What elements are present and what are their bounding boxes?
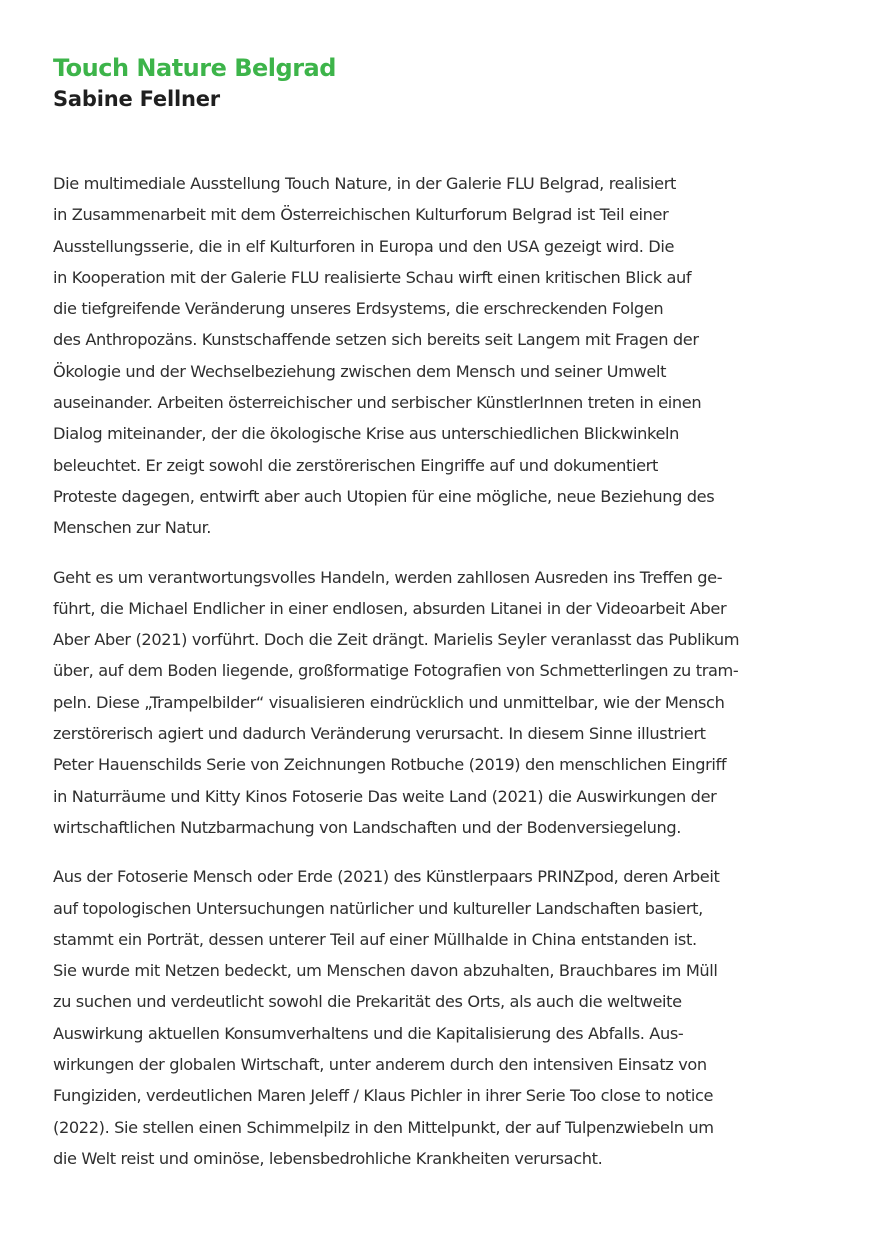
article — [53, 52, 823, 1192]
paragraph-line: auf topologischen Untersuchungen natürlicher und kultureller Landschaften basiert, — [53, 898, 703, 918]
paragraph-line: die tiefgreifende Veränderung unseres Erdsystems, die erschreckenden Folgen — [53, 299, 664, 319]
paragraph-line: in Naturräume und Kitty Kinos Fotoserie Das weite Land (2021) die Auswirkungen der — [53, 786, 717, 806]
paragraph-line: wirkungen der globalen Wirtschaft, unter anderem durch den intensiven Einsatz von — [53, 1055, 707, 1075]
paragraph-line: Aus der Fotoserie Mensch oder Erde (2021) des Künstlerpaars PRINZpod, deren Arbeit — [53, 867, 720, 887]
paragraph-line: peln. Diese „Trampelbilder“ visualisieren eindrücklich und unmittelbar, wie der Mensch — [53, 692, 725, 712]
paragraph-line: die Welt reist und ominöse, lebensbedrohliche Krankheiten verursacht. — [53, 1148, 603, 1168]
paragraph-line: Ökologie und der Wechselbeziehung zwischen dem Mensch und seiner Umwelt — [53, 361, 667, 381]
paragraph-line: Geht es um verantwortungsvolles Handeln, werden zahllosen Ausreden ins Treffen ge- — [53, 567, 723, 587]
paragraph-line: zerstörerisch agiert und dadurch Veränderung verursacht. In diesem Sinne illustriert — [53, 724, 706, 744]
paragraph-line: (2022). Sie stellen einen Schimmelpilz in den Mittelpunkt, der auf Tulpenzwiebeln um — [53, 1117, 714, 1137]
paragraph-line: Sie wurde mit Netzen bedeckt, um Menschen davon abzuhalten, Brauchbares im Müll — [53, 961, 718, 981]
paragraph-line: führt, die Michael Endlicher in einer endlosen, absurden Litanei in der Videoarbeit Aber — [53, 598, 727, 618]
paragraph-line: stammt ein Porträt, dessen unterer Teil auf einer Müllhalde in China entstanden ist. — [53, 929, 697, 949]
article-title: Touch Nature Belgrad — [53, 54, 336, 82]
paragraph-line: Die multimediale Ausstellung Touch Nature, in der Galerie FLU Belgrad, realisiert — [53, 174, 677, 193]
paragraph-line: auseinander. Arbeiten österreichischer und serbischer KünstlerInnen treten in einen — [53, 393, 702, 413]
article-author: Sabine Fellner — [53, 87, 220, 111]
paragraph-line: Fungiziden, verdeutlichen Maren Jeleff / Klaus Pichler in ihrer Serie Too close to notice — [53, 1086, 714, 1106]
paragraph — [53, 861, 823, 1174]
paragraph-line: Ausstellungsserie, die in elf Kulturforen in Europa und den USA gezeigt wird. Die — [53, 236, 675, 256]
paragraph-line: Peter Hauenschilds Serie von Zeichnungen Rotbuche (2019) den menschlichen Eingriff — [53, 755, 727, 775]
paragraph — [53, 168, 823, 544]
article-body — [53, 168, 823, 1174]
paragraph-line: Aber Aber (2021) vorführt. Doch die Zeit drängt. Marielis Seyler veranlasst das Publikum — [53, 630, 740, 650]
paragraph-line: über, auf dem Boden liegende, großformatige Fotografien von Schmetterlingen zu tram- — [53, 661, 739, 681]
paragraph-line: in Kooperation mit der Galerie FLU realisierte Schau wirft einen kritischen Blick auf — [53, 267, 692, 287]
paragraph-line: Dialog miteinander, der die ökologische Krise aus unterschiedlichen Blickwinkeln — [53, 424, 680, 444]
paragraph-line: Menschen zur Natur. — [53, 518, 211, 538]
paragraph-line: in Zusammenarbeit mit dem Österreichischen Kulturforum Belgrad ist Teil einer — [53, 205, 669, 225]
paragraph-line: wirtschaftlichen Nutzbarmachung von Landschaften und der Bodenversiegelung. — [53, 817, 682, 837]
paragraph-line: zu suchen und verdeutlicht sowohl die Prekarität des Orts, als auch die weltweite — [53, 992, 682, 1012]
paragraph-line: Auswirkung aktuellen Konsumverhaltens und die Kapitalisierung des Abfalls. Aus- — [53, 1023, 684, 1043]
paragraph-line: beleuchtet. Er zeigt sowohl die zerstörerischen Eingriffe auf und dokumentiert — [53, 455, 658, 475]
paragraph-line: des Anthropozäns. Kunstschaffende setzen sich bereits seit Langem mit Fragen der — [53, 330, 699, 350]
paragraph — [53, 562, 823, 844]
paragraph-line: Proteste dagegen, entwirft aber auch Utopien für eine mögliche, neue Beziehung des — [53, 486, 715, 506]
